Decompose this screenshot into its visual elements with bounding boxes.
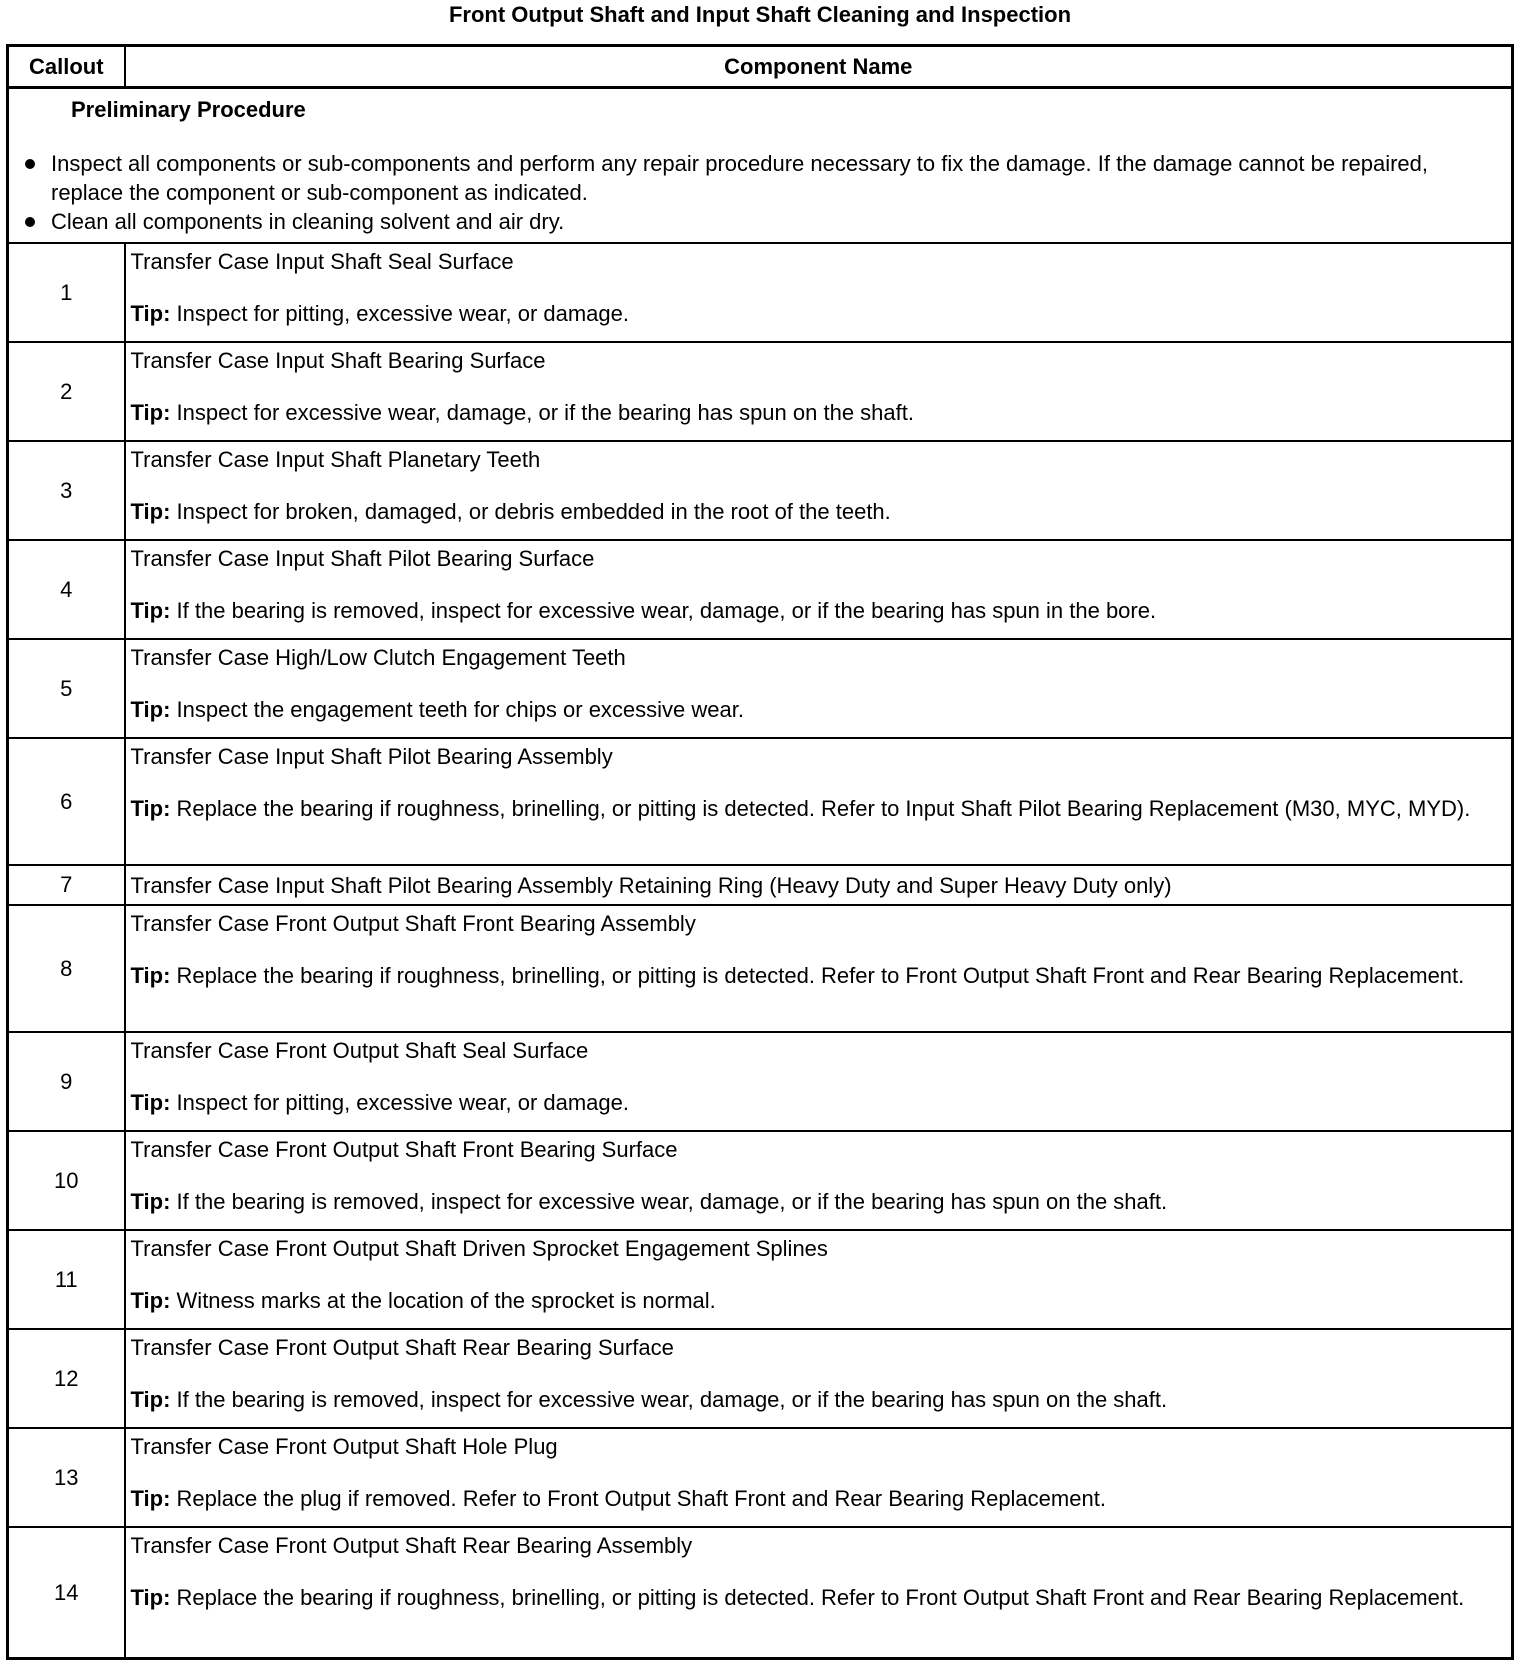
tip-body: Replace the bearing if roughness, brinelling, or pitting is detected. Refer to Front Output Shaft Front and Rear Bearing Replacement. xyxy=(176,1585,1465,1610)
callout-number: 1 xyxy=(8,243,125,342)
tip-text xyxy=(131,961,1498,990)
table-row xyxy=(8,441,1513,540)
component-name: Transfer Case Front Output Shaft Hole Plug xyxy=(130,1434,558,1459)
tip-body: Replace the plug if removed. Refer to Front Output Shaft Front and Rear Bearing Replacement. xyxy=(176,1486,1106,1511)
component-cell xyxy=(125,1131,1513,1230)
tip-label: Tip: xyxy=(130,1486,171,1511)
table-row xyxy=(8,1131,1513,1230)
component-cell xyxy=(125,540,1513,639)
table-row xyxy=(8,865,1513,905)
tip-body: If the bearing is removed, inspect for excessive wear, damage, or if the bearing has spun on the shaft. xyxy=(176,1387,1168,1412)
callout-number: 8 xyxy=(8,905,125,1032)
table-row xyxy=(8,243,1513,342)
table-row xyxy=(8,639,1513,738)
component-name: Transfer Case Input Shaft Pilot Bearing Assembly xyxy=(130,744,613,769)
component-name: Transfer Case Input Shaft Planetary Teeth xyxy=(130,447,541,472)
component-name: Transfer Case Front Output Shaft Front Bearing Surface xyxy=(130,1137,678,1162)
component-name-column-header: Component Name xyxy=(125,46,1513,88)
bullet-icon xyxy=(25,217,35,227)
tip-label: Tip: xyxy=(130,963,171,988)
table-row xyxy=(8,1032,1513,1131)
tip-text xyxy=(131,1187,1498,1216)
callout-number: 3 xyxy=(8,441,125,540)
callout-number: 10 xyxy=(8,1131,125,1230)
callout-number: 11 xyxy=(8,1230,125,1329)
component-cell xyxy=(125,1428,1513,1527)
table-row xyxy=(8,1329,1513,1428)
tip-body: Inspect for pitting, excessive wear, or damage. xyxy=(176,301,629,326)
component-cell xyxy=(125,243,1513,342)
tip-text xyxy=(131,1484,1498,1513)
component-name: Transfer Case Input Shaft Seal Surface xyxy=(130,249,514,274)
preliminary-procedure-list xyxy=(29,149,1491,236)
list-item xyxy=(9,149,1503,207)
component-cell xyxy=(125,738,1513,865)
tip-label: Tip: xyxy=(130,1090,171,1115)
component-cell xyxy=(125,865,1513,905)
preliminary-item-text: Clean all components in cleaning solvent and air dry. xyxy=(51,209,565,234)
component-name: Transfer Case Front Output Shaft Rear Bearing Assembly xyxy=(130,1533,693,1558)
bullet-icon xyxy=(25,159,35,169)
component-cell xyxy=(125,1527,1513,1659)
tip-label: Tip: xyxy=(130,499,171,524)
list-item xyxy=(9,207,1503,236)
tip-text xyxy=(131,1286,1498,1315)
component-cell xyxy=(125,1230,1513,1329)
tip-label: Tip: xyxy=(130,1288,171,1313)
preliminary-item-text: Inspect all components or sub-components and perform any repair procedure necessary to fix the damage. If the damage cannot be repaired, replace the component or sub-component as indicated. xyxy=(51,151,1429,205)
callout-number: 5 xyxy=(8,639,125,738)
component-name: Transfer Case Front Output Shaft Front Bearing Assembly xyxy=(130,911,696,936)
inspection-table xyxy=(6,44,1514,1660)
callout-number: 4 xyxy=(8,540,125,639)
tip-text xyxy=(131,497,1498,526)
callout-number: 9 xyxy=(8,1032,125,1131)
callout-number: 12 xyxy=(8,1329,125,1428)
callout-number: 14 xyxy=(8,1527,125,1659)
component-name: Transfer Case High/Low Clutch Engagement Teeth xyxy=(130,645,626,670)
document-title: Front Output Shaft and Input Shaft Cleaning and Inspection xyxy=(448,2,1072,27)
table-row xyxy=(8,1428,1513,1527)
table-header-row xyxy=(8,46,1513,88)
component-name: Transfer Case Input Shaft Pilot Bearing Assembly Retaining Ring (Heavy Duty and Super Heavy Duty only) xyxy=(130,872,1172,898)
component-name: Transfer Case Front Output Shaft Seal Surface xyxy=(130,1038,589,1063)
tip-text xyxy=(131,794,1498,823)
tip-body: Inspect for excessive wear, damage, or if the bearing has spun on the shaft. xyxy=(176,400,914,425)
tip-body: Witness marks at the location of the sprocket is normal. xyxy=(176,1288,716,1313)
tip-body: Inspect the engagement teeth for chips or excessive wear. xyxy=(176,697,744,722)
table-row xyxy=(8,342,1513,441)
tip-text xyxy=(131,1385,1498,1414)
table-row xyxy=(8,1230,1513,1329)
tip-body: If the bearing is removed, inspect for excessive wear, damage, or if the bearing has spun in the bore. xyxy=(176,598,1157,623)
tip-text xyxy=(131,398,1498,427)
callout-number: 2 xyxy=(8,342,125,441)
callout-number: 13 xyxy=(8,1428,125,1527)
tip-label: Tip: xyxy=(130,1585,171,1610)
tip-label: Tip: xyxy=(130,1387,171,1412)
component-name: Transfer Case Input Shaft Bearing Surface xyxy=(130,348,546,373)
tip-body: If the bearing is removed, inspect for excessive wear, damage, or if the bearing has spun on the shaft. xyxy=(176,1189,1168,1214)
component-cell xyxy=(125,1329,1513,1428)
component-cell xyxy=(125,342,1513,441)
table-row xyxy=(8,1527,1513,1659)
callout-number: 6 xyxy=(8,738,125,865)
table-row xyxy=(8,738,1513,865)
component-name: Transfer Case Input Shaft Pilot Bearing Surface xyxy=(130,546,595,571)
tip-label: Tip: xyxy=(130,697,171,722)
tip-body: Inspect for pitting, excessive wear, or damage. xyxy=(176,1090,629,1115)
component-name: Transfer Case Front Output Shaft Rear Bearing Surface xyxy=(130,1335,674,1360)
table-row xyxy=(8,540,1513,639)
tip-text xyxy=(131,1583,1498,1612)
tip-body: Inspect for broken, damaged, or debris embedded in the root of the teeth. xyxy=(176,499,891,524)
tip-label: Tip: xyxy=(130,598,171,623)
preliminary-procedure-cell xyxy=(8,88,1513,244)
component-name: Transfer Case Front Output Shaft Driven Sprocket Engagement Splines xyxy=(130,1236,828,1261)
callout-column-header: Callout xyxy=(8,46,125,88)
component-cell xyxy=(125,441,1513,540)
tip-text xyxy=(131,596,1498,625)
tip-label: Tip: xyxy=(130,796,171,821)
callout-number: 7 xyxy=(8,865,125,905)
table-row xyxy=(8,905,1513,1032)
component-cell xyxy=(125,1032,1513,1131)
tip-text xyxy=(131,695,1498,724)
tip-label: Tip: xyxy=(130,400,171,425)
preliminary-procedure-row xyxy=(8,88,1513,244)
tip-text xyxy=(131,299,1498,328)
tip-body: Replace the bearing if roughness, brinelling, or pitting is detected. Refer to Input Shaft Pilot Bearing Replacement (M30, MYC, MYD). xyxy=(176,796,1471,821)
component-cell xyxy=(125,905,1513,1032)
tip-body: Replace the bearing if roughness, brinelling, or pitting is detected. Refer to Front Output Shaft Front and Rear Bearing Replacement. xyxy=(176,963,1465,988)
preliminary-procedure-title: Preliminary Procedure xyxy=(71,97,306,122)
component-cell xyxy=(125,639,1513,738)
tip-text xyxy=(131,1088,1498,1117)
tip-label: Tip: xyxy=(130,1189,171,1214)
tip-label: Tip: xyxy=(130,301,171,326)
